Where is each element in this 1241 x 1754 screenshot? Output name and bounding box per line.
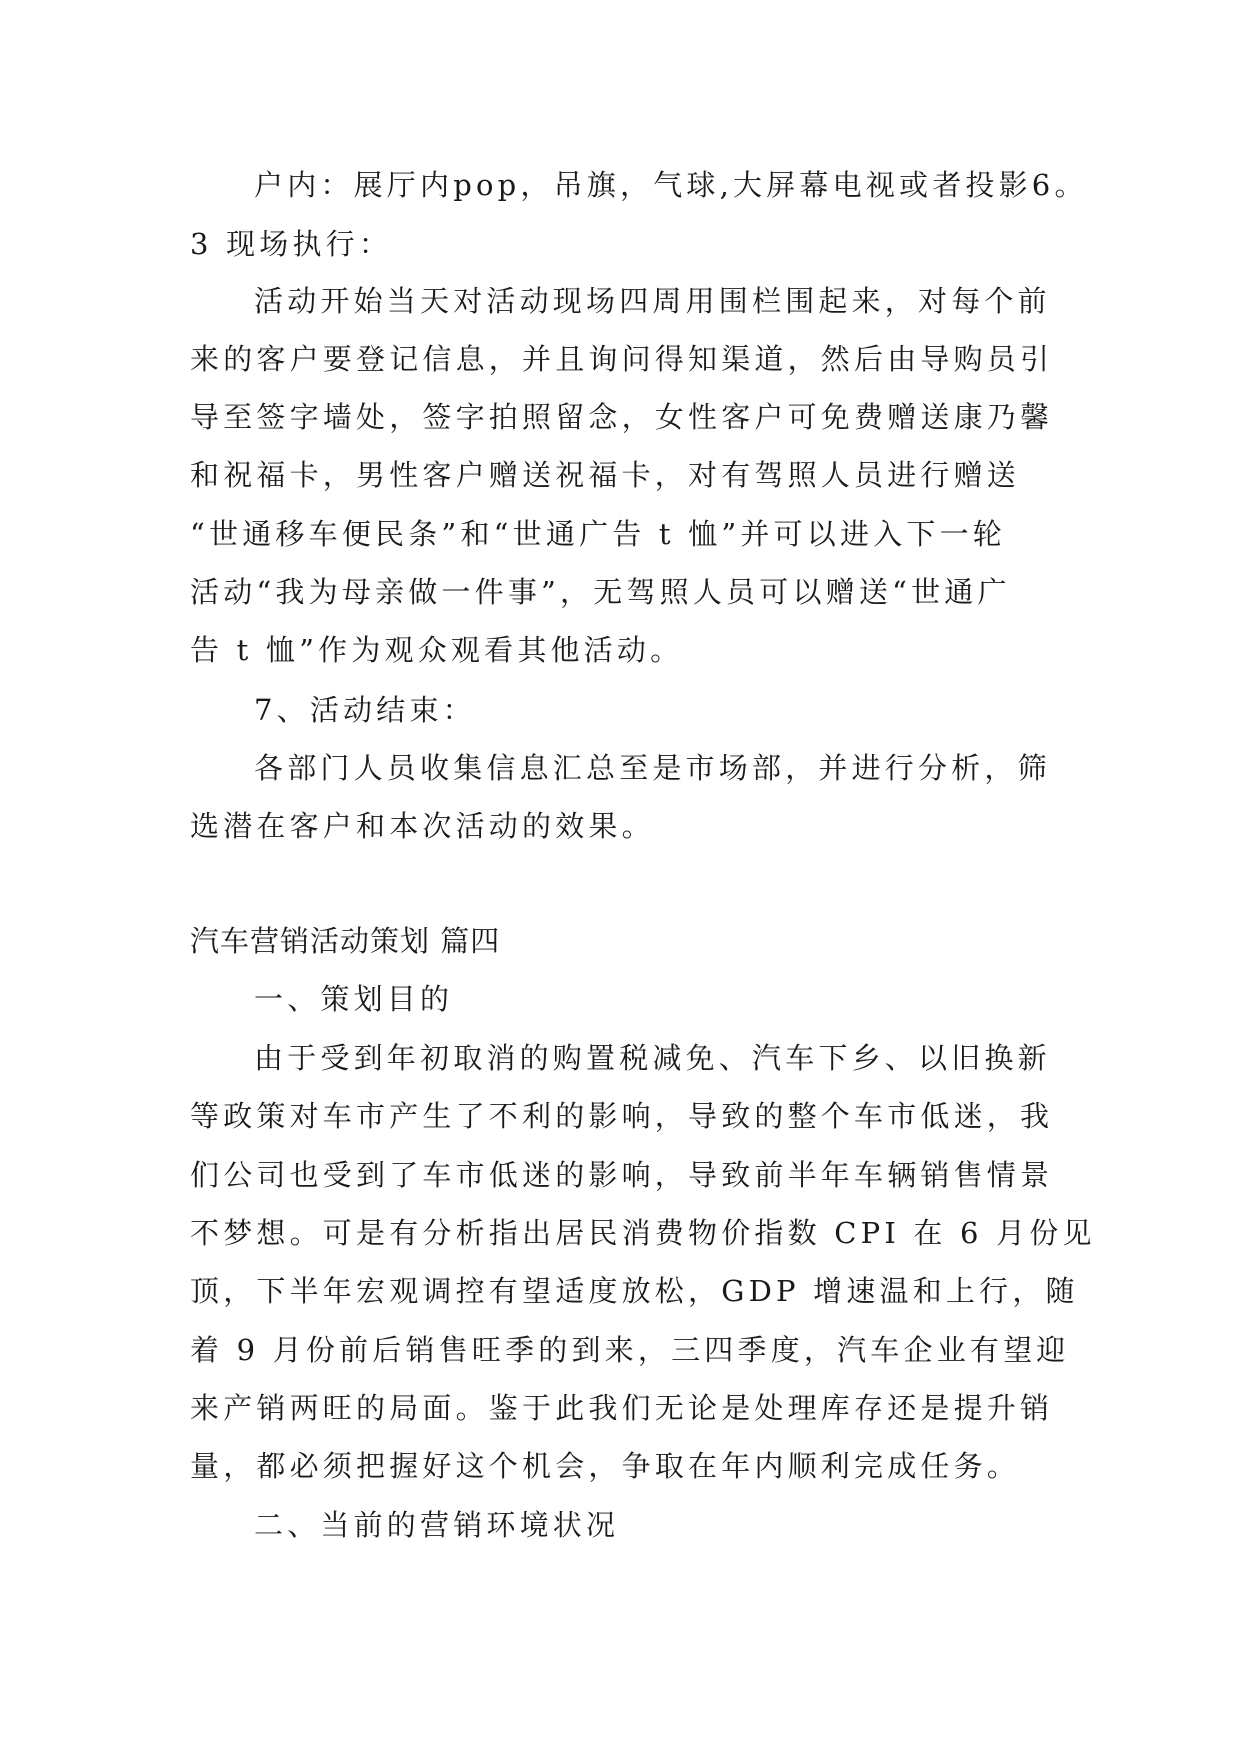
section-heading: 一、策划目的 xyxy=(254,982,454,1016)
section-heading: 7、活动结束： xyxy=(254,693,476,727)
paragraph-line: 活动“我为母亲做一件事”，无驾照人员可以赠送“世通广 xyxy=(190,575,1011,609)
paragraph-line: “世通移车便民条”和“世通广告 t 恤”并可以进入下一轮 xyxy=(190,517,1006,551)
paragraph-line: 选潜在客户和本次活动的效果。 xyxy=(190,809,655,843)
paragraph-line: 来的客户要登记信息，并且询问得知渠道，然后由导购员引 xyxy=(190,342,1054,376)
paragraph-line: 们公司也受到了车市低迷的影响，导致前半年车辆销售情景 xyxy=(190,1158,1054,1192)
paragraph-line: 各部门人员收集信息汇总至是市场部，并进行分析，筛 xyxy=(254,751,1051,785)
paragraph-line: 户内：展厅内pop，吊旗，气球,大屏幕电视或者投影6。 xyxy=(254,168,1088,202)
paragraph-line: 等政策对车市产生了不利的影响，导致的整个车市低迷，我 xyxy=(190,1099,1054,1133)
paragraph-line: 着 9 月份前后销售旺季的到来，三四季度，汽车企业有望迎 xyxy=(190,1333,1070,1367)
section-heading: 二、当前的营销环境状况 xyxy=(254,1508,620,1542)
paragraph-line: 活动开始当天对活动现场四周用围栏围起来，对每个前 xyxy=(254,284,1051,318)
paragraph-line: 和祝福卡，男性客户赠送祝福卡，对有驾照人员进行赠送 xyxy=(190,458,1021,492)
paragraph-line: 量，都必须把握好这个机会，争取在年内顺利完成任务。 xyxy=(190,1449,1021,1483)
paragraph-line: 顶，下半年宏观调控有望适度放松，GDP 增速温和上行，随 xyxy=(190,1274,1079,1308)
paragraph-line: 由于受到年初取消的购置税减免、汽车下乡、以旧换新 xyxy=(254,1041,1051,1075)
paragraph-line: 导至签字墙处，签字拍照留念，女性客户可免费赠送康乃馨 xyxy=(190,400,1054,434)
chapter-title: 汽车营销活动策划 篇四 xyxy=(190,924,501,958)
paragraph-line: 来产销两旺的局面。鉴于此我们无论是处理库存还是提升销 xyxy=(190,1391,1054,1425)
paragraph-line: 告 t 恤”作为观众观看其他活动。 xyxy=(190,633,684,667)
section-heading: 3 现场执行： xyxy=(190,227,393,261)
paragraph-line: 不梦想。可是有分析指出居民消费物价指数 CPI 在 6 月份见 xyxy=(190,1216,1096,1250)
